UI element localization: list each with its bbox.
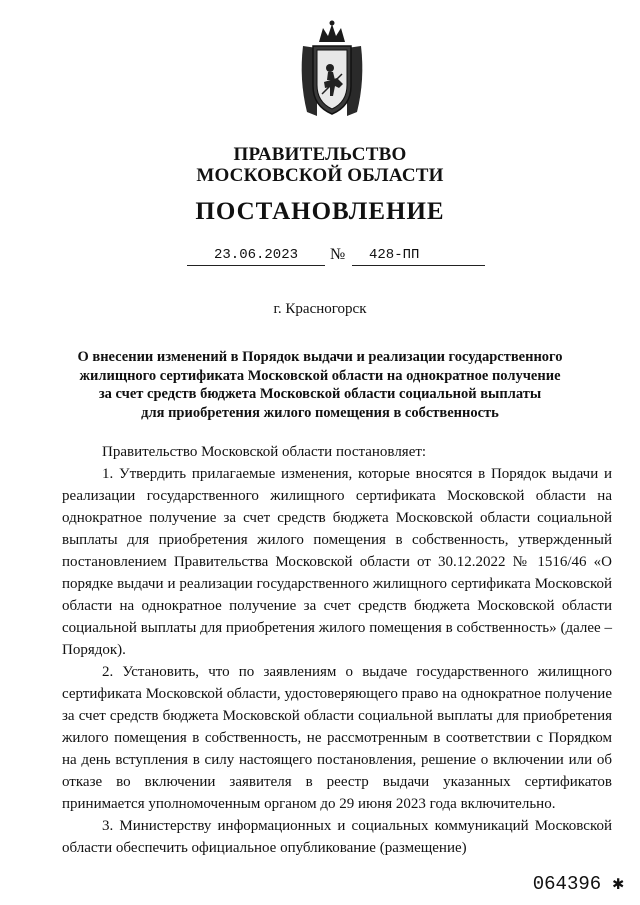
- paragraph-item-3: 3. Министерству информационных и социальных коммуникаций Московской области обеспечить официальное опубликование (размещение): [62, 818, 612, 856]
- document-type-title: ПОСТАНОВЛЕНИЕ: [195, 198, 445, 225]
- document-subject: [70, 348, 570, 422]
- subject-line-2: жилищного сертификата Московской области на однократное получение: [79, 367, 561, 384]
- subject-line-1: О внесении изменений в Порядок выдачи и реализации государственного: [77, 349, 563, 365]
- date-underline: [187, 265, 325, 266]
- government-name: [0, 144, 640, 186]
- subject-line-3: за счет средств бюджета Московской области социальной выплаты: [98, 386, 542, 402]
- document-date: 23.06.2023: [213, 247, 298, 263]
- number-sign: №: [330, 246, 346, 263]
- document-number: 428-ПП: [369, 247, 420, 263]
- subject-line-4: для приобретения жилого помещения в собственность: [141, 404, 499, 421]
- paragraph-item-1: 1. Утвердить прилагаемые изменения, которые вносятся в Порядок выдачи и реализации государственного жилищного сертификата Московской области на однократное получение за счет средств бюджета Московской области социальной выплаты для приобретения жилого помещения в собственность, утвержденный постановлением Правительства Московской области от 30.12.2022 № 1516/46 «О порядке выдачи и реализации государственного жилищного сертификата Московской области на однократное получение за счет средств бюджета Московской области социальной выплаты для приобретения жилого помещения в собственность» (далее – Порядок).: [62, 466, 612, 658]
- paragraph-item-2: 2. Установить, что по заявлениям о выдаче государственного жилищного сертификата Московской области, удостоверяющего право на однократное получение за счет средств бюджета Московской области социальной выплаты для приобретения жилого помещения в собственность, не рассмотренным в соответствии с Порядком на день вступления в силу настоящего постановления, решение о включении или об отказе во включении заявителя в реестр выдачи указанных сертификатов принимается уполномоченным органом до 29 июня 2023 года включительно.: [62, 664, 612, 812]
- document-body: [62, 441, 612, 859]
- coat-of-arms-emblem: [297, 20, 367, 120]
- intro-paragraph: Правительство Московской области постановляет:: [102, 444, 427, 460]
- number-underline: [352, 265, 485, 266]
- org-line-1: ПРАВИТЕЛЬСТВО: [233, 144, 407, 165]
- org-line-2: МОСКОВСКОЙ ОБЛАСТИ: [196, 165, 444, 186]
- serial-number: 064396 ✱: [532, 873, 624, 895]
- city: г. Красногорск: [273, 301, 367, 317]
